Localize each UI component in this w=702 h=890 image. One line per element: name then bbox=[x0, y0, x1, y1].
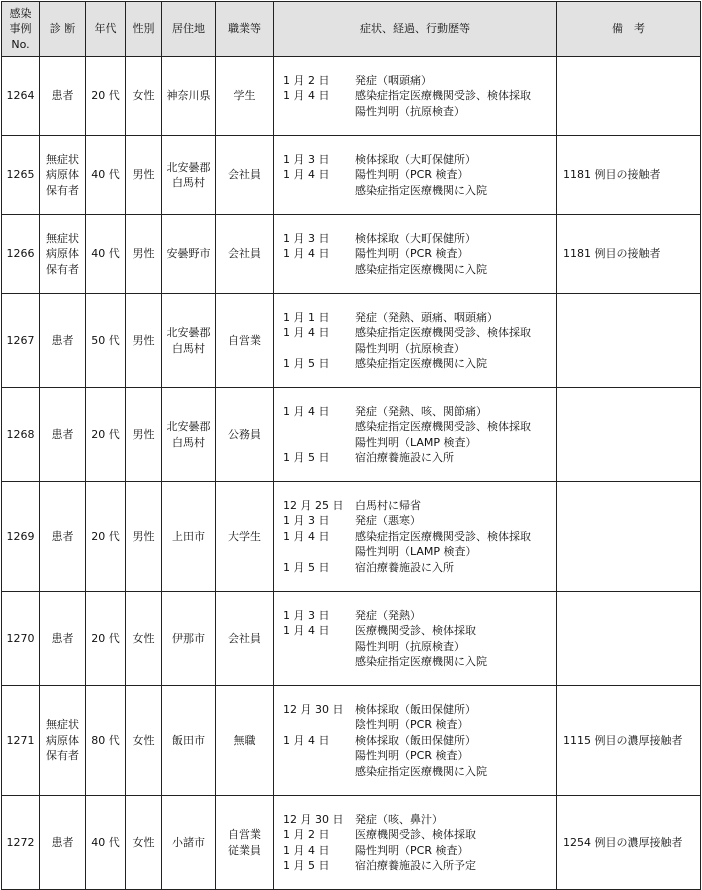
history-text: 陽性判明（抗原検査） bbox=[355, 104, 465, 118]
history-text: 発症（発熱、頭痛、咽頭痛） bbox=[355, 310, 498, 324]
occupation-cell: 大学生 bbox=[216, 482, 274, 592]
history-text: 医療機関受診、検体採取 bbox=[355, 624, 476, 637]
history-text: 陽性判明（PCR 検査） bbox=[355, 843, 469, 857]
case-no-cell: 1265 bbox=[2, 136, 40, 215]
history-entry bbox=[283, 262, 556, 278]
residence-cell: 飯田市 bbox=[162, 686, 216, 796]
history-date bbox=[283, 183, 355, 199]
header-occupation: 職業等 bbox=[216, 2, 274, 57]
history-date bbox=[283, 544, 355, 560]
history-entry bbox=[283, 827, 556, 843]
history-cell bbox=[274, 215, 557, 294]
table-row bbox=[2, 796, 701, 890]
history-entry bbox=[283, 356, 556, 372]
history-entry bbox=[283, 858, 556, 874]
occupation-cell: 学生 bbox=[216, 57, 274, 136]
history-entry bbox=[283, 748, 556, 764]
history-date: 1 月 5 日 bbox=[283, 859, 330, 872]
diagnosis-cell: 患者 bbox=[40, 592, 86, 686]
table-row bbox=[2, 294, 701, 388]
notes-cell bbox=[557, 57, 701, 136]
residence-cell: 安曇野市 bbox=[162, 215, 216, 294]
notes-cell: 1115 例目の濃厚接触者 bbox=[557, 686, 701, 796]
header-sex: 性別 bbox=[126, 2, 162, 57]
history-cell bbox=[274, 482, 557, 592]
occupation-cell: 自営業 従業員 bbox=[216, 796, 274, 890]
table-row bbox=[2, 482, 701, 592]
history-date bbox=[283, 654, 355, 670]
age-cell: 40 代 bbox=[86, 215, 126, 294]
age-cell: 20 代 bbox=[86, 57, 126, 136]
case-no-cell: 1269 bbox=[2, 482, 40, 592]
table-row bbox=[2, 388, 701, 482]
history-date: 1 月 4 日 bbox=[283, 843, 330, 857]
sex-cell: 女性 bbox=[126, 592, 162, 686]
history-entry bbox=[283, 733, 556, 749]
notes-cell bbox=[557, 294, 701, 388]
history-text: 医療機関受診、検体採取 bbox=[355, 828, 476, 841]
history-entry bbox=[283, 167, 556, 183]
occupation-cell: 会社員 bbox=[216, 215, 274, 294]
history-text: 陽性判明（PCR 検査） bbox=[355, 749, 469, 763]
age-cell: 20 代 bbox=[86, 388, 126, 482]
history-date: 1 月 4 日 bbox=[283, 326, 330, 339]
history-entry bbox=[283, 623, 556, 639]
history-entry bbox=[283, 73, 556, 89]
history-text: 宿泊療養施設に入所 bbox=[355, 451, 454, 464]
header-age: 年代 bbox=[86, 2, 126, 57]
history-text: 陰性判明（PCR 検査） bbox=[355, 718, 469, 732]
history-text: 感染症指定医療機関受診、検体採取 bbox=[355, 420, 531, 433]
history-cell bbox=[274, 592, 557, 686]
table-row bbox=[2, 57, 701, 136]
history-entry bbox=[283, 498, 556, 514]
history-date bbox=[283, 748, 355, 764]
history-entry bbox=[283, 717, 556, 733]
header-diagnosis: 診 断 bbox=[40, 2, 86, 57]
history-cell bbox=[274, 294, 557, 388]
history-cell bbox=[274, 136, 557, 215]
residence-cell: 北安曇郡 白馬村 bbox=[162, 136, 216, 215]
history-date: 1 月 3 日 bbox=[283, 231, 330, 245]
history-text: 宿泊療養施設に入所 bbox=[355, 560, 454, 574]
history-date bbox=[283, 262, 355, 278]
diagnosis-cell: 患者 bbox=[40, 294, 86, 388]
history-entry bbox=[283, 404, 556, 420]
history-entry bbox=[283, 246, 556, 262]
age-cell: 50 代 bbox=[86, 294, 126, 388]
sex-cell: 女性 bbox=[126, 796, 162, 890]
age-cell: 40 代 bbox=[86, 136, 126, 215]
history-date: 1 月 3 日 bbox=[283, 514, 330, 528]
diagnosis-cell: 患者 bbox=[40, 388, 86, 482]
history-date: 12 月 30 日 bbox=[283, 812, 344, 826]
history-entry bbox=[283, 654, 556, 670]
history-date bbox=[283, 717, 355, 733]
table-row bbox=[2, 215, 701, 294]
residence-cell: 伊那市 bbox=[162, 592, 216, 686]
sex-cell: 女性 bbox=[126, 57, 162, 136]
header-row bbox=[2, 2, 701, 57]
case-no-cell: 1272 bbox=[2, 796, 40, 890]
header-history: 症状、経過、行動歴等 bbox=[274, 2, 557, 57]
history-text: 発症（咽頭痛） bbox=[355, 73, 432, 87]
history-date: 1 月 5 日 bbox=[283, 451, 330, 464]
history-date: 1 月 1 日 bbox=[283, 310, 330, 324]
notes-cell bbox=[557, 388, 701, 482]
history-cell bbox=[274, 796, 557, 890]
case-no-cell: 1268 bbox=[2, 388, 40, 482]
diagnosis-cell: 無症状 病原体 保有者 bbox=[40, 215, 86, 294]
history-date: 1 月 4 日 bbox=[283, 624, 330, 637]
history-date: 1 月 4 日 bbox=[283, 733, 330, 747]
history-date: 1 月 4 日 bbox=[283, 247, 330, 261]
history-text: 感染症指定医療機関受診、検体採取 bbox=[355, 529, 531, 543]
history-date bbox=[283, 104, 355, 120]
history-date bbox=[283, 341, 355, 357]
diagnosis-cell: 無症状 病原体 保有者 bbox=[40, 686, 86, 796]
history-text: 陽性判明（PCR 検査） bbox=[355, 247, 469, 261]
sex-cell: 男性 bbox=[126, 482, 162, 592]
history-entry bbox=[283, 544, 556, 560]
history-entry bbox=[283, 639, 556, 655]
notes-cell: 1254 例目の濃厚接触者 bbox=[557, 796, 701, 890]
occupation-cell: 会社員 bbox=[216, 136, 274, 215]
residence-cell: 北安曇郡 白馬村 bbox=[162, 294, 216, 388]
occupation-cell: 無職 bbox=[216, 686, 274, 796]
history-entry bbox=[283, 310, 556, 326]
history-text: 発症（発熱） bbox=[355, 608, 421, 622]
header-case-no: 感染 事例 No. bbox=[2, 2, 40, 57]
age-cell: 40 代 bbox=[86, 796, 126, 890]
diagnosis-cell: 無症状 病原体 保有者 bbox=[40, 136, 86, 215]
history-text: 陽性判明（LAMP 検査） bbox=[355, 545, 477, 559]
case-no-cell: 1264 bbox=[2, 57, 40, 136]
history-date: 1 月 4 日 bbox=[283, 404, 330, 418]
history-cell bbox=[274, 388, 557, 482]
age-cell: 20 代 bbox=[86, 592, 126, 686]
history-date: 1 月 2 日 bbox=[283, 828, 330, 841]
history-text: 検体採取（飯田保健所） bbox=[355, 702, 476, 716]
history-date bbox=[283, 419, 355, 435]
history-entry bbox=[283, 513, 556, 529]
notes-cell: 1181 例目の接触者 bbox=[557, 136, 701, 215]
history-date: 1 月 5 日 bbox=[283, 357, 330, 370]
case-no-cell: 1270 bbox=[2, 592, 40, 686]
header-notes: 備 考 bbox=[557, 2, 701, 57]
history-text: 発症（発熱、咳、関節痛） bbox=[355, 404, 487, 418]
history-text: 検体採取（飯田保健所） bbox=[355, 733, 476, 747]
history-date: 1 月 3 日 bbox=[283, 152, 330, 166]
history-date: 1 月 2 日 bbox=[283, 73, 330, 87]
age-cell: 20 代 bbox=[86, 482, 126, 592]
diagnosis-cell: 患者 bbox=[40, 57, 86, 136]
case-no-cell: 1267 bbox=[2, 294, 40, 388]
diagnosis-cell: 患者 bbox=[40, 482, 86, 592]
history-text: 発症（咳、鼻汁） bbox=[355, 812, 443, 826]
history-date bbox=[283, 639, 355, 655]
case-table bbox=[1, 1, 701, 890]
history-entry bbox=[283, 152, 556, 168]
age-cell: 80 代 bbox=[86, 686, 126, 796]
history-text: 白馬村に帰省 bbox=[355, 498, 421, 512]
history-date: 1 月 4 日 bbox=[283, 89, 330, 103]
history-text: 検体採取（大町保健所） bbox=[355, 231, 476, 245]
sex-cell: 男性 bbox=[126, 388, 162, 482]
history-entry bbox=[283, 419, 556, 435]
history-date: 1 月 3 日 bbox=[283, 608, 330, 622]
history-entry bbox=[283, 341, 556, 357]
history-text: 陽性判明（LAMP 検査） bbox=[355, 435, 477, 449]
sex-cell: 女性 bbox=[126, 686, 162, 796]
history-entry bbox=[283, 843, 556, 859]
history-entry bbox=[283, 88, 556, 104]
history-text: 感染症指定医療機関に入院 bbox=[355, 655, 487, 668]
history-entry bbox=[283, 608, 556, 624]
history-cell bbox=[274, 686, 557, 796]
history-entry bbox=[283, 529, 556, 545]
history-entry bbox=[283, 183, 556, 199]
notes-cell: 1181 例目の接触者 bbox=[557, 215, 701, 294]
residence-cell: 上田市 bbox=[162, 482, 216, 592]
history-entry bbox=[283, 812, 556, 828]
history-entry bbox=[283, 435, 556, 451]
case-no-cell: 1266 bbox=[2, 215, 40, 294]
occupation-cell: 公務員 bbox=[216, 388, 274, 482]
history-entry bbox=[283, 764, 556, 780]
history-date: 1 月 5 日 bbox=[283, 560, 330, 574]
sex-cell: 男性 bbox=[126, 294, 162, 388]
history-text: 感染症指定医療機関受診、検体採取 bbox=[355, 326, 531, 339]
history-text: 感染症指定医療機関に入院 bbox=[355, 183, 487, 197]
table-row bbox=[2, 136, 701, 215]
history-text: 発症（悪寒） bbox=[355, 514, 421, 528]
history-date: 1 月 4 日 bbox=[283, 168, 330, 182]
header-residence: 居住地 bbox=[162, 2, 216, 57]
history-entry bbox=[283, 231, 556, 247]
history-entry bbox=[283, 104, 556, 120]
history-date bbox=[283, 435, 355, 451]
history-text: 宿泊療養施設に入所予定 bbox=[355, 859, 476, 872]
table-row bbox=[2, 592, 701, 686]
history-date: 12 月 25 日 bbox=[283, 498, 344, 512]
history-text: 感染症指定医療機関受診、検体採取 bbox=[355, 89, 531, 103]
occupation-cell: 自営業 bbox=[216, 294, 274, 388]
table-row bbox=[2, 686, 701, 796]
history-entry bbox=[283, 702, 556, 718]
history-text: 検体採取（大町保健所） bbox=[355, 152, 476, 166]
history-date bbox=[283, 764, 355, 780]
history-date: 1 月 4 日 bbox=[283, 529, 330, 543]
sex-cell: 男性 bbox=[126, 136, 162, 215]
case-no-cell: 1271 bbox=[2, 686, 40, 796]
history-text: 陽性判明（抗原検査） bbox=[355, 639, 465, 653]
residence-cell: 小諸市 bbox=[162, 796, 216, 890]
history-text: 陽性判明（PCR 検査） bbox=[355, 168, 469, 182]
occupation-cell: 会社員 bbox=[216, 592, 274, 686]
residence-cell: 神奈川県 bbox=[162, 57, 216, 136]
history-entry bbox=[283, 450, 556, 466]
sex-cell: 男性 bbox=[126, 215, 162, 294]
history-entry bbox=[283, 560, 556, 576]
history-text: 感染症指定医療機関に入院 bbox=[355, 262, 487, 276]
history-text: 感染症指定医療機関に入院 bbox=[355, 357, 487, 370]
history-cell bbox=[274, 57, 557, 136]
history-text: 陽性判明（抗原検査） bbox=[355, 341, 465, 355]
history-date: 12 月 30 日 bbox=[283, 702, 344, 716]
history-text: 感染症指定医療機関に入院 bbox=[355, 764, 487, 778]
diagnosis-cell: 患者 bbox=[40, 796, 86, 890]
notes-cell bbox=[557, 592, 701, 686]
residence-cell: 北安曇郡 白馬村 bbox=[162, 388, 216, 482]
history-entry bbox=[283, 325, 556, 341]
notes-cell bbox=[557, 482, 701, 592]
